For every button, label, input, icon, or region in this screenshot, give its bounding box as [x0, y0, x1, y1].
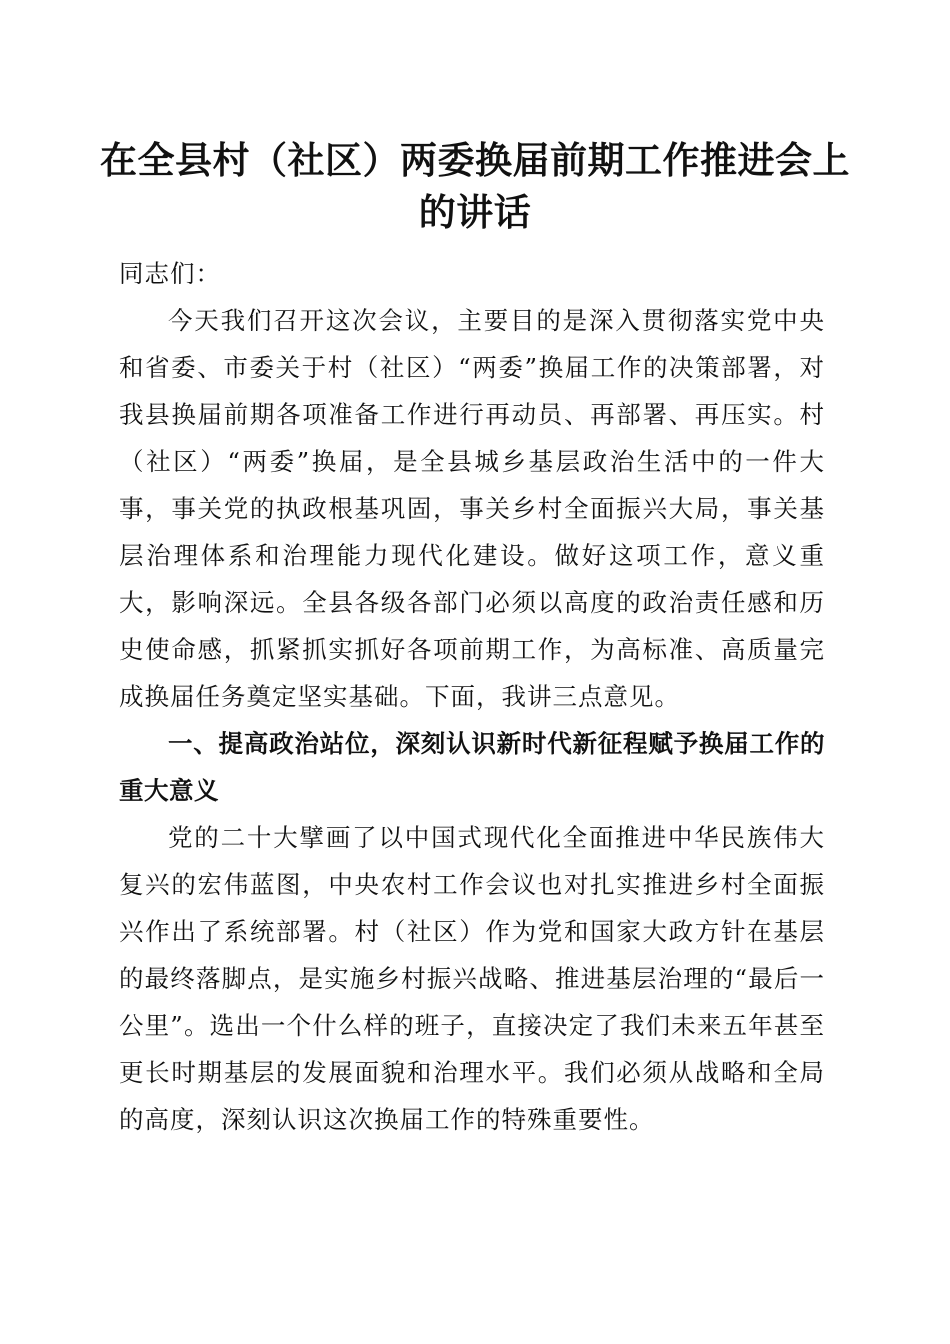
document-body [119, 250, 825, 1143]
intro-paragraph: 今天我们召开这次会议，主要目的是深入贯彻落实党中央和省委、市委关于村（社区）“两委”换届工作的决策部署，对我县换届前期各项准备工作进行再动员、再部署、再压实。村（社区）“两委”换届，是全县城乡基层政治生活中的一件大事，事关党的执政根基巩固，事关乡村全面振兴大局，事关基层治理体系和治理能力现代化建设。做好这项工作，意义重大，影响深远。全县各级各部门必须以高度的政治责任感和历史使命感，抓紧抓实抓好各项前期工作，为高标准、高质量完成换届任务奠定坚实基础。下面，我讲三点意见。 [119, 306, 825, 711]
document-title: 在全县村（社区）两委换届前期工作推进会上的讲话 [100, 138, 850, 234]
salutation: 同志们： [119, 259, 221, 288]
section-heading: 一、提高政治站位，深刻认识新时代新征程赋予换届工作的重大意义 [119, 729, 825, 805]
section-paragraph: 党的二十大擘画了以中国式现代化全面推进中华民族伟大复兴的宏伟蓝图，中央农村工作会议也对扎实推进乡村全面振兴作出了系统部署。村（社区）作为党和国家大政方针在基层的最终落脚点，是实施乡村振兴战略、推进基层治理的“最后一公里”。选出一个什么样的班子，直接决定了我们未来五年甚至更长时期基层的发展面貌和治理水平。我们必须从战略和全局的高度，深刻认识这次换届工作的特殊重要性。 [119, 823, 825, 1134]
